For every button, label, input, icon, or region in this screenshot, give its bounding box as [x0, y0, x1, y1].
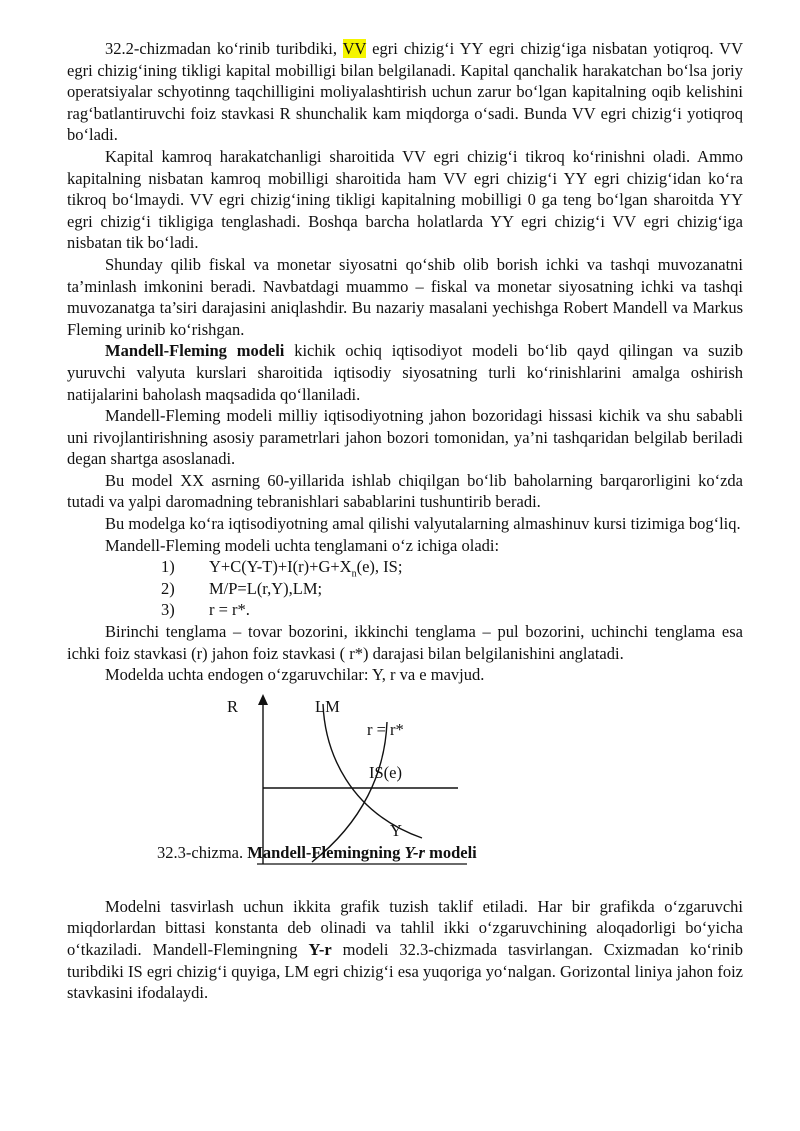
- equation-1-text: Y+C(Y-T)+I(r)+G+X: [209, 557, 352, 577]
- figure-caption: [157, 842, 477, 864]
- paragraph-7: Bu modelga ko‘ra iqtisodiyotning amal qilishi valyutalarning almashinuv kursi tizimiga bog‘liq.: [105, 514, 741, 534]
- x-axis-label: Y: [390, 820, 402, 840]
- paragraph-2: Kapital kamroq harakatchanligi sharoitida VV egri chizig‘i tikroq ko‘rinishni oladi. Ammo kapitalning nisbatan kamroq mobilligi sharoitida ham VV egri chizig‘i YY egri chizig‘idan ko‘ra tikroq bo‘lmaydi. VV egri chizig‘ining tikligi kapitalning mobilligi 0 ga teng bo‘lgan sharoitda YY egri chizig‘i tikligiga tenglashadi. Boshqa barcha holatlarda YY egri chizig‘i VV egri chizig‘iga nisbatan tik bo‘ladi.: [67, 146, 743, 253]
- equation-list: [67, 556, 743, 621]
- paragraph-11-text: Modelni tasvirlash uchun ikkita grafik tuzish taklif etiladi. Har bir grafikda o‘zgaruvchi miqdorlardan bittasi konstanta deb olinadi va tahlil ikki o‘zgaruvchining aloqadorligi bo‘yicha o‘tkaziladi. Mandell-Flemingning: [67, 896, 743, 959]
- paragraph-8: Mandell-Fleming modeli uchta tenglamani o‘z ichiga oladi:: [105, 535, 500, 555]
- paragraph-6: Bu model XX asrning 60-yillarida ishlab chiqilgan bo‘lib baholarning barqarorligini ko‘zda tutadi va yalpi daromadning tebranishlari sabablarini tushuntirib beradi.: [67, 470, 743, 512]
- term-mandell-fleming: Mandell-Fleming modeli: [105, 341, 285, 361]
- caption-number: 32.3-chizma.: [157, 842, 248, 862]
- highlighted-vv: VV: [342, 39, 367, 58]
- term-y-r: Y-r: [308, 940, 332, 959]
- paragraph-11: [67, 896, 743, 1004]
- equation-3: [67, 599, 743, 621]
- rstar-label: r = r*: [367, 719, 404, 739]
- caption-title-italic: Y-r: [404, 842, 425, 862]
- paragraph-3: Shunday qilib fiskal va monetar siyosatni qo‘shib olib borish ichki va tashqi muvozanatni ta’minlash imkonini beradi. Navbatdagi muammo – fiskal va monetar siyosatning ichki va tashqi muvozanatga ta’siri darajasini aniqlashdir. Bu nazariy masalani yechishga Robert Mandell va Markus Fleming urinib ko‘rishgan.: [67, 254, 743, 339]
- equation-3-number: 3): [161, 600, 175, 620]
- is-curve: [312, 722, 387, 862]
- lm-label: LM: [315, 696, 340, 716]
- y-axis-label: R: [227, 696, 239, 716]
- paragraph-1-text-rest: egri chizig‘i YY egri chizig‘iga nisbatan yotiqroq. VV egri chizig‘ining tikligi kapital mobilligi bilan belgilanadi. Kapital qanchalik harakatchan bo‘lsa joriy operatsiyalar schyotinng taqchilligini moliyalashtirish uchun zarur bo‘lgan kapitalning oqib kelishini rag‘batlantiruvchi foiz stavkasi R shunchalik kam miqdorga o‘sadi. Bunda VV egri chizig‘i yotiqroq bo‘ladi.: [67, 39, 743, 145]
- caption-title: [247, 843, 477, 862]
- paragraph-1-text: 32.2-chizmadan ko‘rinib turibdiki,: [105, 39, 343, 58]
- caption-title-end: modeli: [424, 842, 477, 862]
- equation-1: [67, 556, 743, 578]
- caption-title-text: Mandell-Flemingning: [247, 842, 405, 862]
- paragraph-11-text-rest: modeli 32.3-chizmada tasvirlangan. Cxizmadan ko‘rinib turibdiki IS egri chizig‘i quyiga, LM egri chizig‘i esa yuqoriga yo‘nalgan. Gorizontal liniya jahon foiz stavkasini ifodalaydi.: [67, 940, 743, 1003]
- equation-1-tail: (e), IS;: [356, 557, 403, 577]
- figure-32-3: [67, 692, 743, 888]
- equation-1-subscript: n: [351, 568, 357, 580]
- paragraph-5: Mandell-Fleming modeli milliy iqtisodiyotning jahon bozoridagi hissasi kichik va shu sababli uni rivojlantirishning asosiy parametrlari jahon bozori tomonidan, ya’ni tashqaridan belgilab beriladi degan shartga asoslanadi.: [67, 406, 743, 469]
- paragraph-4: [67, 340, 743, 405]
- paragraph-9: Birinchi tenglama – tovar bozorini, ikkinchi tenglama – pul bozorini, uchinchi tenglama esa ichki foiz stavkasi (r) jahon foiz stavkasi ( r*) darajasi bilan belgilanishini anglatadi.: [67, 622, 743, 663]
- document-page: [67, 38, 743, 1004]
- is-label: IS(e): [369, 762, 402, 782]
- equation-2-number: 2): [161, 578, 175, 598]
- equation-1-number: 1): [161, 557, 175, 577]
- paragraph-4-text: kichik ochiq iqtisodiyot modeli bo‘lib qayd qilingan va suzib yuruvchi valyuta kurslari sharoitida iqtisodiy siyosatning turli ko‘rinishlarini amalga oshirish natijalarini baholash maqsadida qo‘llaniladi.: [67, 341, 743, 404]
- paragraph-1: [67, 38, 743, 146]
- equation-2: [67, 578, 743, 600]
- paragraph-10: Modelda uchta endogen o‘zgaruvchilar: Y, r va e mavjud.: [105, 665, 485, 685]
- vertical-axis-arrow: [258, 694, 268, 705]
- equation-3-text: r = r*.: [209, 600, 250, 620]
- equation-2-text: M/P=L(r,Y),LM;: [209, 578, 323, 598]
